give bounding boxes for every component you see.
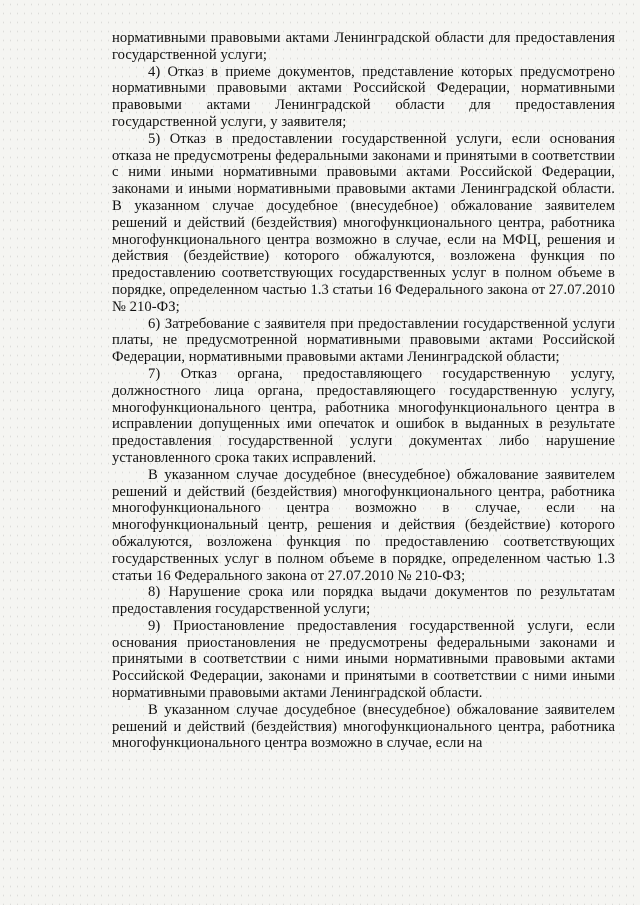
paragraph-item-6: 6) Затребование с заявителя при предоставлении государственной услуги платы, не предусмотренной нормативными правовыми актами Российской Федерации, нормативными правовыми актами Ленинградской области; xyxy=(112,315,615,366)
document-body xyxy=(112,30,615,752)
paragraph-item-7-appeal: В указанном случае досудебное (внесудебное) обжалование заявителем решений и действий (бездействия) многофункционального центра, работника многофункционального центра возможно в случае, если на многофункциональный центр, решения и действия (бездействие) которого обжалуются, возложена функция по предоставлению соответствующих государственных услуг в полном объеме в порядке, определенном частью 1.3 статьи 16 Федерального закона от 27.07.2010 № 210-ФЗ; xyxy=(112,466,615,584)
paragraph-item-7: 7) Отказ органа, предоставляющего государственную услугу, должностного лица органа, предоставляющего государственную услугу, многофункционального центра, работника многофункционального центра в исправлении допущенных ими опечаток и ошибок в выданных в результате предоставления государственной услуги документах либо нарушение установленного срока таких исправлений. xyxy=(112,365,615,466)
paragraph-item-9-appeal: В указанном случае досудебное (внесудебное) обжалование заявителем решений и действий (бездействия) многофункционального центра, работника многофункционального центра возможно в случае, если на xyxy=(112,701,615,752)
paragraph-item-9: 9) Приостановление предоставления государственной услуги, если основания приостановления не предусмотрены федеральными законами и принятыми в соответствии с ними иными нормативными правовыми актами Российской Федерации, законами и принятыми в соответствии с ними иными нормативными правовыми актами Ленинградской области. xyxy=(112,617,615,702)
paragraph-item-8: 8) Нарушение срока или порядка выдачи документов по результатам предоставления государственной услуги; xyxy=(112,584,615,618)
paragraph-item-5: 5) Отказ в предоставлении государственной услуги, если основания отказа не предусмотрены федеральными законами и принятыми в соответствии с ними иными нормативными правовыми актами Российской Федерации, законами и иными нормативными правовыми актами Ленинградской области. В указанном случае досудебное (внесудебное) обжалование заявителем решений и действий (бездействия) многофункционального центра, работника многофункционального центра возможно в случае, если на МФЦ, решения и действия (бездействие) которого обжалуются, возложена функция по предоставлению соответствующих государственных услуг в полном объеме в порядке, определенном частью 1.3 статьи 16 Федерального закона от 27.07.2010 № 210-ФЗ; xyxy=(112,130,615,315)
paragraph-item-4: 4) Отказ в приеме документов, представление которых предусмотрено нормативными правовыми актами Российской Федерации, нормативными правовыми актами Ленинградской области для предоставления государственной услуги, у заявителя; xyxy=(112,63,615,130)
paragraph-continuation: нормативными правовыми актами Ленинградской области для предоставления государственной услуги; xyxy=(112,30,615,63)
